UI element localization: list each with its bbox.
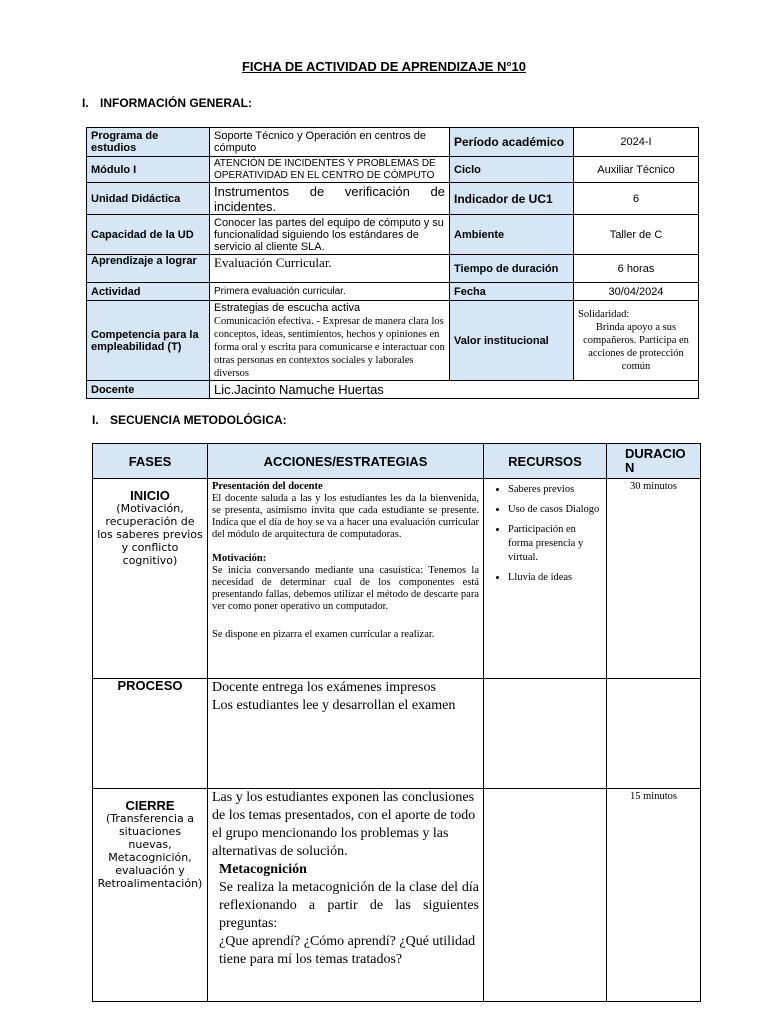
- cierre-actions: [208, 789, 484, 1002]
- proceso-actions: [208, 679, 484, 789]
- inicio-duration: 30 minutos: [607, 479, 701, 679]
- aprendizaje-value: Evaluación Curricular.: [210, 255, 450, 283]
- motivacion-block: [212, 553, 479, 613]
- fecha-label: Fecha: [450, 283, 574, 301]
- presentacion-text: El docente saluda a las y los estudiantes les da la bienvenida, se presenta, asimismo invita que cada estudiante se presente. Indica que el día de hoy se va a hacer una evaluación curricular del módulo de arquitectura de computadoras.: [212, 493, 479, 540]
- proceso-text1: Docente entrega los exámenes impresos: [212, 680, 436, 695]
- header-recursos: RECURSOS: [484, 444, 607, 479]
- motivacion-text2: Se dispone en pizarra el examen curricular a realizar.: [212, 629, 435, 640]
- competencia-label: Competencia para la empleabilidad (T): [87, 301, 210, 381]
- phase-cierre-name: CIERRE: [125, 798, 175, 813]
- ciclo-value: Auxiliar Técnico: [574, 157, 699, 183]
- methodology-table: [92, 443, 701, 1002]
- section-title: SECUENCIA METODOLÓGICA:: [110, 413, 287, 427]
- header-fases: FASES: [93, 444, 208, 479]
- inicio-resources: [484, 479, 607, 679]
- resource-item: • Saberes previos: [508, 483, 602, 497]
- modulo-label: Módulo I: [87, 157, 210, 183]
- docente-label: Docente: [87, 381, 210, 399]
- periodo-label: Período académico: [450, 128, 574, 157]
- phase-proceso-name: PROCESO: [117, 678, 183, 693]
- indicador-value: 6: [574, 183, 699, 215]
- proceso-duration: [607, 679, 701, 789]
- section-title: INFORMACIÓN GENERAL:: [100, 96, 252, 110]
- info-row-unidad: [87, 183, 699, 215]
- row-proceso: [93, 679, 701, 789]
- proceso-resources: [484, 679, 607, 789]
- resource-item: • Uso de casos Dialogo: [508, 503, 602, 517]
- resource-item: • Lluvia de ideas: [508, 571, 602, 585]
- valor-label: Valor institucional: [450, 301, 574, 381]
- ciclo-label: Ciclo: [450, 157, 574, 183]
- phase-cierre: [93, 789, 208, 1002]
- cierre-duration: 15 minutos: [607, 789, 701, 1002]
- unidad-label: Unidad Didáctica: [87, 183, 210, 215]
- programa-label: Programa de estudios: [87, 128, 210, 157]
- section-sequence-heading: [92, 413, 287, 427]
- modulo-value: ATENCIÓN DE INCIDENTES Y PROBLEMAS DE OPERATIVIDAD EN EL CENTRO DE CÓMPUTO: [210, 157, 450, 183]
- metacognicion-text: Se realiza la metacognición de la clase del día reflexionando a partir de las siguientes preguntas:: [219, 880, 479, 931]
- docente-value: Lic.Jacinto Namuche Huertas: [210, 381, 699, 399]
- phase-proceso: [93, 679, 208, 789]
- valor-line1: Solidaridad:: [578, 309, 630, 320]
- row-cierre: [93, 789, 701, 1002]
- section-general-info-heading: [82, 96, 252, 110]
- sequence-header-row: [93, 444, 701, 479]
- row-inicio: [93, 479, 701, 679]
- phase-cierre-desc: (Transferencia a situaciones nuevas, Metacognición, evaluación y Retroalimentación): [97, 812, 203, 890]
- metacognicion-questions: ¿Que aprendí? ¿Cómo aprendí? ¿Qué utilidad tiene para mí los temas tratados?: [219, 934, 476, 967]
- capacidad-label: Capacidad de la UD: [87, 215, 210, 255]
- valor-line2: Brinda apoyo a sus compañeros. Participa en acciones de protección común: [583, 322, 689, 372]
- info-row-docente: [87, 381, 699, 399]
- resources-list: [488, 483, 602, 585]
- fecha-value: 30/04/2024: [574, 283, 699, 301]
- valor-value: [574, 301, 699, 381]
- actividad-value: Primera evaluación curricular.: [210, 283, 450, 301]
- cierre-text1: Las y los estudiantes exponen las conclusiones de los temas presentados, con el aporte de todo el grupo mencionando los problemas y las alternativas de solución.: [212, 790, 476, 859]
- ambiente-value: Taller de C: [574, 215, 699, 255]
- general-info-table: [86, 127, 699, 399]
- ambiente-label: Ambiente: [450, 215, 574, 255]
- competencia-value: [210, 301, 450, 381]
- tiempo-value: 6 horas: [574, 255, 699, 283]
- motivacion-text: Se inicia conversando mediante una casuística: Tenemos la necesidad de determinar cual de los componentes está presentando fallas, debemos utilizar el método de descarte para ver como poner operativo un computador.: [212, 565, 479, 612]
- section-number: I.: [82, 96, 89, 110]
- metacognicion-block: [212, 861, 479, 969]
- phase-inicio-desc: (Motivación, recuperación de los saberes previos y conflicto cognitivo): [97, 502, 203, 567]
- info-row-capacidad: [87, 215, 699, 255]
- proceso-text2: Los estudiantes lee y desarrollan el examen: [212, 698, 456, 713]
- info-row-actividad: [87, 283, 699, 301]
- header-acciones: ACCIONES/ESTRATEGIAS: [208, 444, 484, 479]
- programa-value: Soporte Técnico y Operación en centros de cómputo: [210, 128, 450, 157]
- phase-inicio: [93, 479, 208, 679]
- info-row-aprendizaje: [87, 255, 699, 283]
- motivacion-title: Motivación:: [212, 553, 267, 564]
- info-row-modulo: [87, 157, 699, 183]
- resource-item: • Participación en forma presencia y virtual.: [508, 523, 602, 565]
- cierre-resources: [484, 789, 607, 1002]
- unidad-value: Instrumentos de verificación de incidentes.: [210, 183, 450, 215]
- section-number: I.: [92, 413, 99, 427]
- phase-inicio-name: INICIO: [130, 488, 170, 503]
- info-row-competencia: [87, 301, 699, 381]
- page-title: FICHA DE ACTIVIDAD DE APRENDIZAJE N°10: [241, 59, 526, 74]
- metacognicion-title: Metacognición: [219, 862, 307, 877]
- aprendizaje-label: Aprendizaje a lograr: [87, 255, 210, 283]
- periodo-value: 2024-I: [574, 128, 699, 157]
- capacidad-value: Conocer las partes del equipo de cómputo y su funcionalidad siguiendo los estándares de servicio al cliente SLA.: [210, 215, 450, 255]
- info-row-programa: [87, 128, 699, 157]
- indicador-label: Indicador de UC1: [450, 183, 574, 215]
- header-duracion: DURACIO N: [607, 444, 701, 479]
- inicio-actions: [208, 479, 484, 679]
- tiempo-label: Tiempo de duración: [450, 255, 574, 283]
- competencia-line2: Comunicación efectiva. - Expresar de manera clara los conceptos, ideas, sentimientos, hechos y opiniones en forma oral y escrita para comunicarse e interactuar con otras personas en contextos sociales y laborales diversos: [214, 315, 445, 379]
- presentacion-title: Presentación del docente: [212, 481, 323, 492]
- competencia-line1: Estrategias de escucha activa: [214, 301, 361, 314]
- actividad-label: Actividad: [87, 283, 210, 301]
